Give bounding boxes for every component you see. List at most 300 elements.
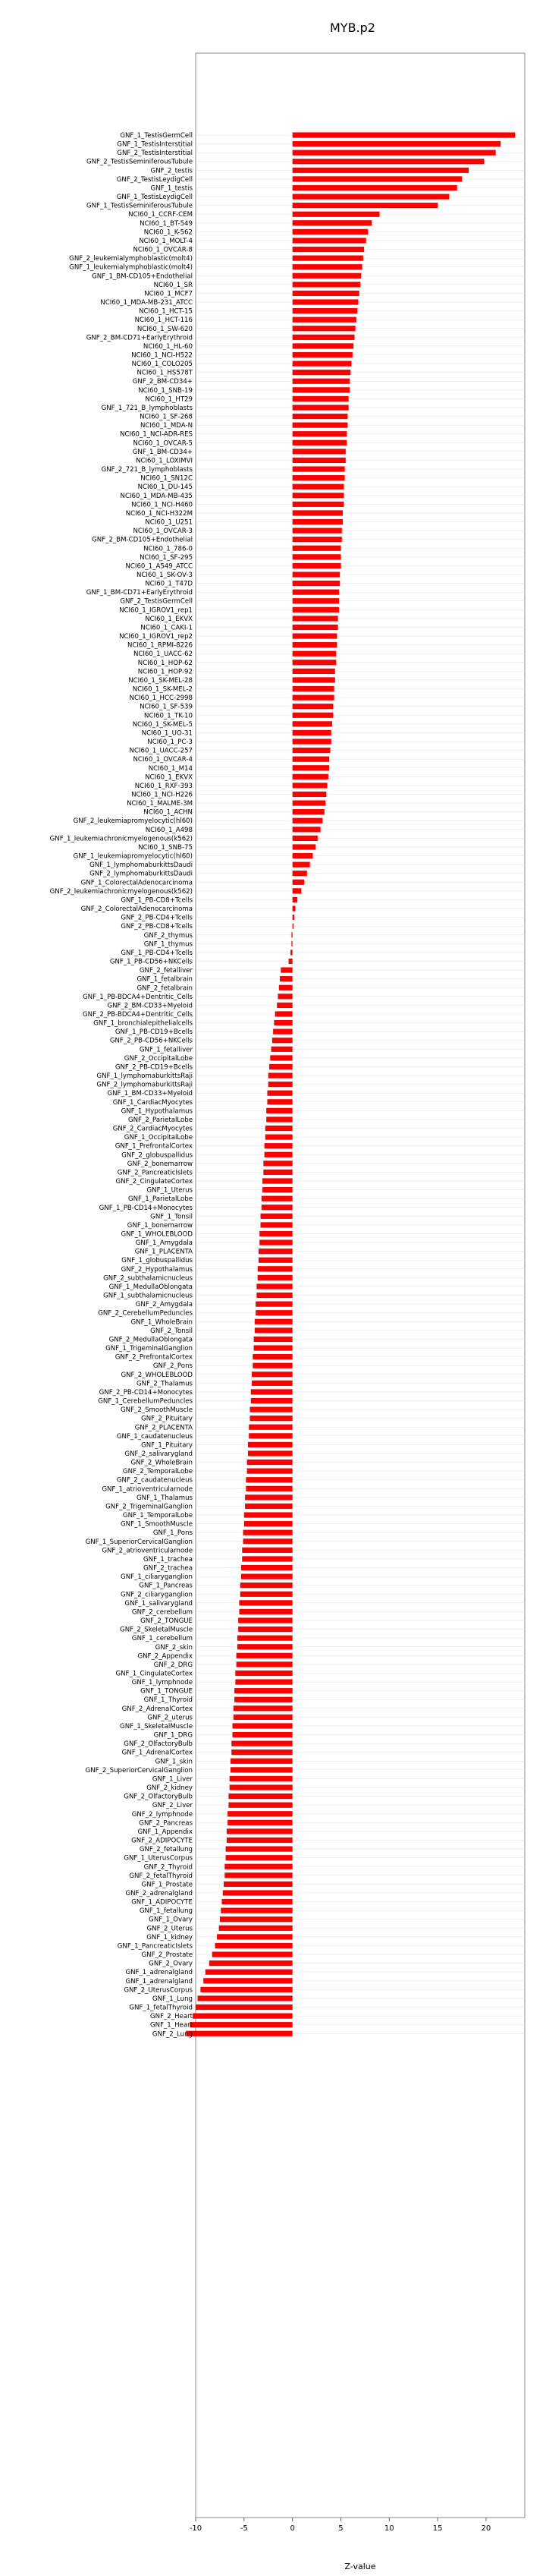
bar	[186, 2031, 292, 2036]
bar	[293, 880, 304, 885]
bar	[228, 1803, 292, 1808]
category-label: GNF_2_fetalbrain	[136, 984, 193, 993]
bar	[293, 282, 360, 287]
category-label: GNF_2_BM-CD71+EarlyErythroid	[86, 334, 193, 342]
category-label: GNF_2_PB-CD4+Tcells	[121, 914, 193, 922]
category-label: GNF_2_TestisGermCell	[120, 597, 193, 606]
category-label: GNF_2_lymphomaburkittsRaji	[96, 1081, 193, 1089]
bar	[249, 1416, 292, 1421]
category-label: NCI60_1_M14	[148, 764, 193, 773]
bar	[262, 1196, 293, 1201]
bar	[293, 862, 310, 868]
bar	[263, 1160, 292, 1166]
bar	[293, 695, 334, 701]
category-label: GNF_2_cerebellum	[131, 1608, 193, 1617]
bar	[293, 220, 372, 225]
bar	[293, 713, 334, 718]
bar	[293, 493, 344, 498]
grid-lines	[196, 135, 525, 2033]
bar	[293, 704, 334, 709]
bar	[256, 1293, 292, 1298]
bar	[239, 1609, 292, 1614]
bar	[237, 1661, 293, 1667]
bar	[293, 757, 330, 762]
category-label: GNF_1_bonemarrow	[127, 1221, 193, 1230]
bar	[293, 299, 359, 304]
bar	[293, 379, 350, 384]
bar	[278, 994, 293, 999]
category-label: GNF_1_TestisInterstitial	[117, 140, 193, 149]
bar	[224, 1864, 292, 1869]
bar	[293, 475, 345, 480]
bar	[293, 150, 496, 156]
category-label: GNF_2_TestisSeminiferousTubule	[86, 158, 193, 166]
bar	[265, 1135, 293, 1140]
x-tick-label: 5	[338, 2524, 344, 2533]
bar	[293, 765, 330, 770]
bar	[235, 1679, 292, 1684]
bar	[293, 774, 328, 779]
bar	[293, 721, 332, 726]
category-label: GNF_2_MedullaOblongata	[108, 1336, 193, 1344]
category-label: GNF_1_TemporalLobe	[122, 1512, 193, 1520]
category-label: GNF_2_TrigeminalGanglion	[105, 1503, 193, 1511]
bar	[293, 484, 344, 490]
bar	[291, 932, 292, 937]
category-label: NCI60_1_K-562	[143, 228, 193, 237]
bar	[196, 2004, 293, 2010]
category-label: NCI60_1_HS578T	[136, 369, 193, 377]
category-label: GNF_2_leukemiachronicmyelogenous(k562)	[49, 887, 193, 896]
bar	[237, 1653, 293, 1658]
bar	[234, 1688, 293, 1693]
category-label: GNF_2_TONGUE	[140, 1617, 193, 1626]
category-label: NCI60_1_SK-MEL-28	[128, 676, 193, 685]
category-label: NCI60_1_OVCAR-3	[133, 527, 193, 536]
bar	[293, 581, 340, 586]
bar	[239, 1600, 292, 1605]
category-label: GNF_1_bronchialepithelialcells	[93, 1019, 193, 1028]
category-label: GNF_2_AdrenalCortex	[121, 1705, 193, 1713]
bar	[203, 1978, 292, 1983]
bar	[226, 1847, 293, 1852]
category-label: NCI60_1_BT-549	[140, 219, 193, 228]
bar	[293, 686, 334, 691]
bar	[293, 308, 358, 313]
category-label: GNF_2_subthalamicnucleus	[103, 1274, 193, 1283]
category-label: NCI60_1_A549_ATCC	[125, 562, 193, 571]
bar	[293, 176, 462, 181]
category-label: GNF_2_OlfactoryBulb	[124, 1740, 193, 1749]
bar	[224, 1872, 292, 1878]
category-label: GNF_2_BM-CD105+Endothelial	[92, 536, 193, 544]
bar	[275, 1011, 293, 1016]
category-label: GNF_2_leukemiapromyelocytic(hl60)	[73, 817, 193, 826]
bar	[226, 1855, 293, 1860]
bar	[259, 1258, 293, 1263]
category-label: GNF_2_ciliaryganglion	[121, 1591, 193, 1599]
category-label: NCI60_1_LOXIMVI	[136, 457, 193, 465]
category-label: GNF_1_fetallung	[139, 1907, 193, 1916]
bar	[293, 396, 349, 402]
category-label: GNF_1_thymus	[143, 940, 193, 949]
category-label: GNF_2_Tonsil	[150, 1327, 193, 1335]
chart-title: MYB.p2	[330, 20, 375, 35]
category-label: GNF_2_trachea	[143, 1564, 193, 1573]
category-label: GNF_2_PB-CD14+Monocytes	[99, 1388, 193, 1397]
category-label: NCI60_1_NCI-H522	[131, 351, 193, 360]
category-label: NCI60_1_OVCAR-8	[133, 246, 193, 254]
bar	[293, 519, 343, 524]
bar	[259, 1231, 292, 1236]
category-label: NCI60_1_MOLT-4	[139, 237, 193, 245]
category-label: GNF_1_Ovary	[149, 1916, 193, 1924]
category-label: NCI60_1_SF-295	[140, 553, 193, 562]
bar	[266, 1116, 292, 1122]
bar	[293, 159, 485, 164]
category-label: GNF_1_globuspallidus	[121, 1257, 193, 1265]
category-label: GNF_1_Pituitary	[141, 1441, 193, 1450]
category-label: NCI60_1_786-0	[143, 545, 193, 553]
category-label: NCI60_1_U251	[145, 518, 193, 527]
category-label: GNF_1_subthalamicnucleus	[103, 1292, 193, 1300]
bar	[235, 1671, 292, 1676]
x-tick-label: 0	[290, 2524, 295, 2533]
category-label: GNF_2_SmoothMuscle	[121, 1406, 193, 1415]
bar	[259, 1239, 292, 1245]
bar	[227, 1828, 293, 1834]
category-label: NCI60_1_HCT-15	[139, 307, 193, 316]
bar	[256, 1302, 293, 1307]
bar	[293, 256, 363, 261]
category-label: GNF_1_WholeBrain	[130, 1318, 193, 1327]
category-label: GNF_2_thymus	[143, 931, 193, 940]
bar	[293, 247, 364, 252]
bar	[245, 1494, 293, 1500]
category-label: GNF_2_Pons	[152, 1362, 193, 1371]
bar	[293, 748, 331, 753]
category-label: GNF_2_SkeletalMuscle	[120, 1626, 193, 1634]
bar	[221, 1899, 292, 1904]
category-label: GNF_1_caudatenucleus	[116, 1432, 193, 1441]
bar	[293, 651, 336, 657]
bar	[293, 818, 323, 824]
bar	[293, 273, 362, 279]
bar	[293, 809, 325, 814]
category-label: GNF_2_ColorectalAdenocarcinoma	[80, 905, 193, 914]
category-label: NCI60_1_SNB-19	[138, 386, 193, 395]
category-label: GNF_2_Lung	[152, 2030, 193, 2039]
category-label: GNF_1_TrigeminalGanglion	[105, 1345, 193, 1353]
bar	[293, 264, 362, 269]
bar	[253, 1363, 292, 1368]
category-label: NCI60_1_MDA-MB-231_ATCC	[100, 299, 193, 307]
bar	[234, 1697, 293, 1702]
category-label: GNF_2_Liver	[152, 1802, 193, 1810]
category-label: GNF_1_BM-CD71+EarlyErythroid	[86, 589, 193, 597]
bar	[215, 1943, 293, 1948]
bar	[293, 466, 345, 471]
bar	[252, 1381, 293, 1386]
bar	[237, 1644, 293, 1649]
bar	[237, 1636, 293, 1641]
bar	[262, 1178, 293, 1183]
bar	[268, 1082, 293, 1087]
category-label: GNF_1_Pons	[152, 1529, 193, 1538]
category-label: GNF_1_trachea	[143, 1555, 193, 1564]
category-label: GNF_2_globuspallidus	[121, 1151, 193, 1160]
category-label: GNF_1_TestisLeydigCell	[116, 194, 193, 202]
bar	[219, 1926, 293, 1931]
category-labels	[50, 132, 193, 2038]
bar	[243, 1538, 293, 1544]
category-label: GNF_1_ciliaryganglion	[121, 1573, 193, 1582]
bar	[293, 633, 337, 638]
category-label: GNF_2_Appendix	[137, 1652, 193, 1661]
category-label: GNF_2_PB-CD8+Tcells	[121, 923, 193, 931]
bar	[247, 1460, 293, 1465]
bar	[290, 949, 293, 955]
category-label: GNF_1_BM-CD34+	[132, 448, 193, 456]
bar	[293, 449, 346, 454]
bar	[293, 405, 349, 410]
bar	[280, 976, 293, 981]
bar	[293, 141, 500, 146]
bar	[293, 343, 353, 348]
category-label: NCI60_1_MALME-3M	[127, 800, 193, 808]
category-label: GNF_1_lymphomaburkittsRaji	[96, 1072, 193, 1081]
bar	[293, 738, 331, 744]
category-label: GNF_1_testis	[150, 184, 193, 193]
category-label: NCI60_1_OVCAR-4	[133, 756, 193, 764]
bar	[253, 1354, 292, 1359]
category-label: GNF_2_TestisInterstitial	[117, 150, 193, 158]
bar	[256, 1283, 292, 1289]
bar	[228, 1793, 292, 1799]
category-label: GNF_1_CingulateCortex	[115, 1670, 193, 1678]
category-label: GNF_2_kidney	[146, 1784, 193, 1793]
category-label: GNF_1_TestisSeminiferousTubule	[86, 202, 193, 210]
bar	[228, 1811, 293, 1816]
bar	[293, 660, 336, 665]
category-label: GNF_1_PancreaticIslets	[117, 1942, 193, 1951]
bar	[231, 1759, 293, 1764]
category-label: GNF_1_Pancreas	[139, 1582, 193, 1590]
category-label: GNF_1_PB-BDCA4+Dentritic_Cells	[83, 993, 193, 1001]
bar	[293, 836, 318, 841]
bar	[293, 616, 338, 621]
bar	[231, 1749, 292, 1755]
bar	[227, 1838, 293, 1843]
bar	[293, 915, 295, 920]
bar	[247, 1469, 293, 1474]
category-label: NCI60_1_COLO205	[131, 361, 193, 369]
category-label: GNF_2_OlfactoryBulb	[124, 1793, 193, 1801]
category-label: NCI60_1_HT29	[145, 395, 193, 404]
bar	[293, 642, 337, 647]
bar	[246, 1477, 292, 1482]
bar	[293, 212, 380, 217]
category-label: GNF_1_leukemiapromyelocytic(hl60)	[73, 852, 193, 861]
bar	[242, 1548, 292, 1553]
category-label: GNF_1_PB-CD14+Monocytes	[99, 1204, 193, 1212]
bar	[228, 1820, 293, 1825]
x-axis-ticks	[190, 2518, 491, 2533]
category-label: GNF_1_UterusCorpus	[124, 1854, 193, 1863]
bar	[217, 1934, 293, 1939]
bar	[261, 1214, 293, 1219]
category-label: GNF_1_PLACENTA	[134, 1248, 193, 1256]
bar	[293, 317, 356, 323]
category-label: GNF_1_Hypothalamus	[121, 1107, 193, 1116]
category-label: GNF_1_OccipitalLobe	[124, 1134, 193, 1142]
category-label: GNF_1_Heart	[149, 2021, 193, 2030]
category-label: GNF_2_lymphnode	[131, 1810, 193, 1819]
bar	[249, 1425, 292, 1430]
bar	[293, 853, 313, 858]
bar	[240, 1582, 293, 1588]
category-label: NCI60_1_NCI-H322M	[125, 509, 193, 518]
bar	[224, 1882, 293, 1887]
bar	[266, 1108, 292, 1113]
bar	[254, 1337, 293, 1342]
bar	[238, 1627, 292, 1632]
bar	[263, 1170, 292, 1175]
category-label: NCI60_1_NCI-ADR-RES	[120, 430, 193, 439]
bar	[293, 897, 297, 902]
category-label: GNF_1_Prostate	[141, 1881, 193, 1889]
category-label: NCI60_1_SR	[153, 281, 193, 289]
category-label: GNF_1_WHOLEBLOOD	[121, 1230, 193, 1239]
bar	[293, 431, 347, 436]
category-label: GNF_1_skin	[155, 1758, 193, 1766]
bar	[293, 370, 351, 375]
category-label: NCI60_1_EKVX	[145, 773, 193, 782]
bar	[293, 792, 327, 797]
bar	[259, 1249, 293, 1254]
category-label: GNF_2_testis	[150, 167, 193, 175]
category-label: GNF_1_SkeletalMuscle	[120, 1722, 193, 1730]
category-label: GNF_1_TONGUE	[140, 1687, 193, 1696]
bar	[293, 888, 301, 893]
category-label: NCI60_1_UO-31	[141, 729, 193, 738]
bar	[258, 1266, 293, 1271]
category-label: NCI60_1_NCI-H460	[131, 501, 193, 509]
bar	[252, 1371, 293, 1377]
category-label: GNF_1_ADIPOCYTE	[131, 1898, 193, 1907]
category-label: GNF_1_Uterus	[146, 1186, 193, 1195]
bar	[293, 414, 348, 419]
category-label: GNF_1_CardiacMyocytes	[112, 1098, 193, 1107]
category-label: NCI60_1_NCI-H226	[131, 791, 193, 799]
category-label: GNF_1_kidney	[146, 1933, 193, 1941]
category-label: GNF_2_PancreaticIslets	[117, 1169, 193, 1177]
category-label: GNF_1_ColorectalAdenocarcinoma	[80, 879, 193, 887]
bar	[233, 1732, 293, 1737]
bar	[265, 1143, 293, 1148]
category-label: GNF_2_WholeBrain	[130, 1459, 193, 1467]
bar	[241, 1574, 293, 1579]
category-label: GNF_2_Hypothalamus	[121, 1265, 193, 1274]
bar	[293, 185, 457, 191]
category-label: GNF_2_Thyroid	[143, 1863, 193, 1872]
category-label: GNF_2_UterusCorpus	[124, 1986, 193, 1995]
category-label: NCI60_1_MCF7	[144, 290, 193, 298]
category-label: NCI60_1_CCRF-CEM	[128, 211, 193, 219]
bar	[244, 1521, 293, 1526]
bar	[244, 1512, 293, 1517]
bar	[293, 730, 331, 735]
category-label: NCI60_1_CAKI-1	[140, 624, 193, 632]
bar	[274, 1020, 292, 1025]
category-label: GNF_2_PB-CD19+Bcells	[115, 1063, 193, 1072]
bar	[256, 1310, 293, 1315]
bar	[289, 959, 293, 964]
category-label: GNF_1_adrenalgland	[125, 1977, 193, 1986]
category-label: GNF_2_atrioventricularnode	[102, 1547, 193, 1555]
bar	[209, 1960, 293, 1966]
category-label: GNF_2_adrenalgland	[125, 1890, 193, 1897]
bar	[230, 1776, 293, 1781]
bar	[220, 1916, 293, 1922]
category-label: NCI60_1_SW-620	[136, 325, 193, 333]
category-label: NCI60_1_UACC-62	[133, 650, 193, 659]
category-label: GNF_1_cerebellum	[131, 1635, 193, 1643]
bar	[293, 458, 346, 463]
bar	[206, 1970, 293, 1975]
category-label: NCI60_1_UACC-257	[129, 747, 193, 755]
category-label: GNF_1_Tonsil	[150, 1213, 193, 1221]
category-label: NCI60_1_RXF-393	[134, 782, 193, 790]
bar	[234, 1715, 293, 1720]
category-label: GNF_1_ParietalLobe	[127, 1195, 193, 1204]
bar	[293, 607, 339, 613]
category-label: NCI60_1_SF-268	[140, 413, 193, 421]
bar	[268, 1072, 293, 1078]
category-label: NCI60_1_SNB-75	[138, 843, 193, 852]
bar	[293, 238, 366, 243]
bar	[245, 1504, 293, 1509]
category-label: GNF_1_MedullaOblongata	[108, 1283, 193, 1291]
bar	[243, 1530, 293, 1535]
category-label: GNF_1_lymphomaburkittsDaudi	[89, 861, 193, 870]
bar	[293, 352, 353, 357]
bar	[242, 1556, 292, 1561]
category-label: GNF_2_caudatenucleus	[116, 1476, 193, 1485]
bar	[251, 1398, 293, 1403]
bar	[249, 1433, 292, 1438]
x-tick-label: 10	[384, 2524, 394, 2533]
category-label: GNF_2_721_B_lymphoblasts	[101, 466, 193, 474]
category-label: GNF_1_PB-CD19+Bcells	[115, 1028, 193, 1037]
category-label: GNF_2_Heart	[149, 2013, 193, 2021]
bar	[231, 1741, 292, 1746]
bar	[271, 1047, 293, 1052]
category-label: GNF_1_PB-CD4+Tcells	[121, 949, 193, 957]
bar	[293, 387, 350, 392]
bar	[190, 2022, 292, 2027]
category-label: GNF_2_salivarygland	[124, 1450, 193, 1458]
category-label: GNF_1_DRG	[153, 1731, 193, 1740]
bar	[293, 554, 341, 559]
category-label: GNF_2_BM-CD34+	[132, 378, 193, 386]
category-label: NCI60_1_HL-60	[143, 342, 193, 351]
bar	[262, 1187, 293, 1192]
category-label: GNF_2_leukemialymphoblastic(molt4)	[69, 255, 193, 263]
bar	[291, 941, 292, 946]
category-label: NCI60_1_MDA-MB-435	[120, 492, 193, 500]
bar	[293, 440, 347, 446]
